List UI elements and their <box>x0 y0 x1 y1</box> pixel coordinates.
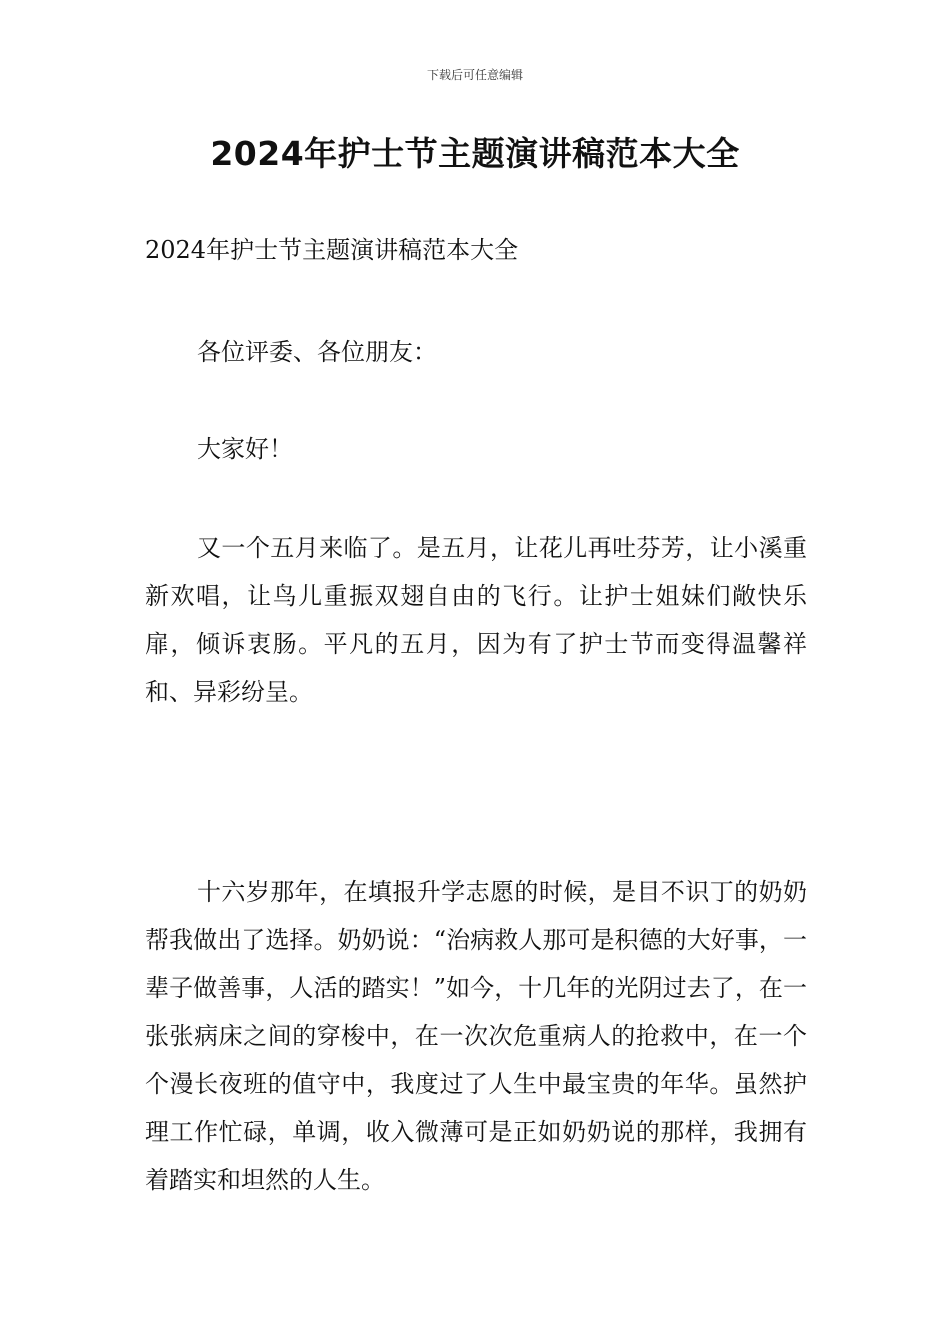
paragraph-1: 又一个五月来临了。是五月，让花儿再吐芬芳，让小溪重新欢唱，让鸟儿重振双翅自由的飞行。让护士姐妹们敞快乐扉，倾诉衷肠。平凡的五月，因为有了护士节而变得温馨祥和、异彩纷呈。 <box>145 534 807 706</box>
document-subtitle: 2024年护士节主题演讲稿范本大全 <box>145 236 519 264</box>
salutation: 各位评委、各位朋友： <box>197 338 437 366</box>
paragraph-2: 十六岁那年，在填报升学志愿的时候，是目不识丁的奶奶帮我做出了选择。奶奶说：“治病救人那可是积德的大好事，一辈子做善事，人活的踏实！”如今，十几年的光阴过去了，在一张张病床之间的穿梭中，在一次次危重病人的抢救中，在一个个漫长夜班的值守中，我度过了人生中最宝贵的年华。虽然护理工作忙碌，单调，收入微薄可是正如奶奶说的那样，我拥有着踏实和坦然的人生。 <box>145 878 807 1194</box>
greeting: 大家好！ <box>197 435 293 463</box>
header-note: 下载后可任意编辑 <box>426 68 523 82</box>
document-title: 2024年护士节主题演讲稿范本大全 <box>210 134 740 173</box>
